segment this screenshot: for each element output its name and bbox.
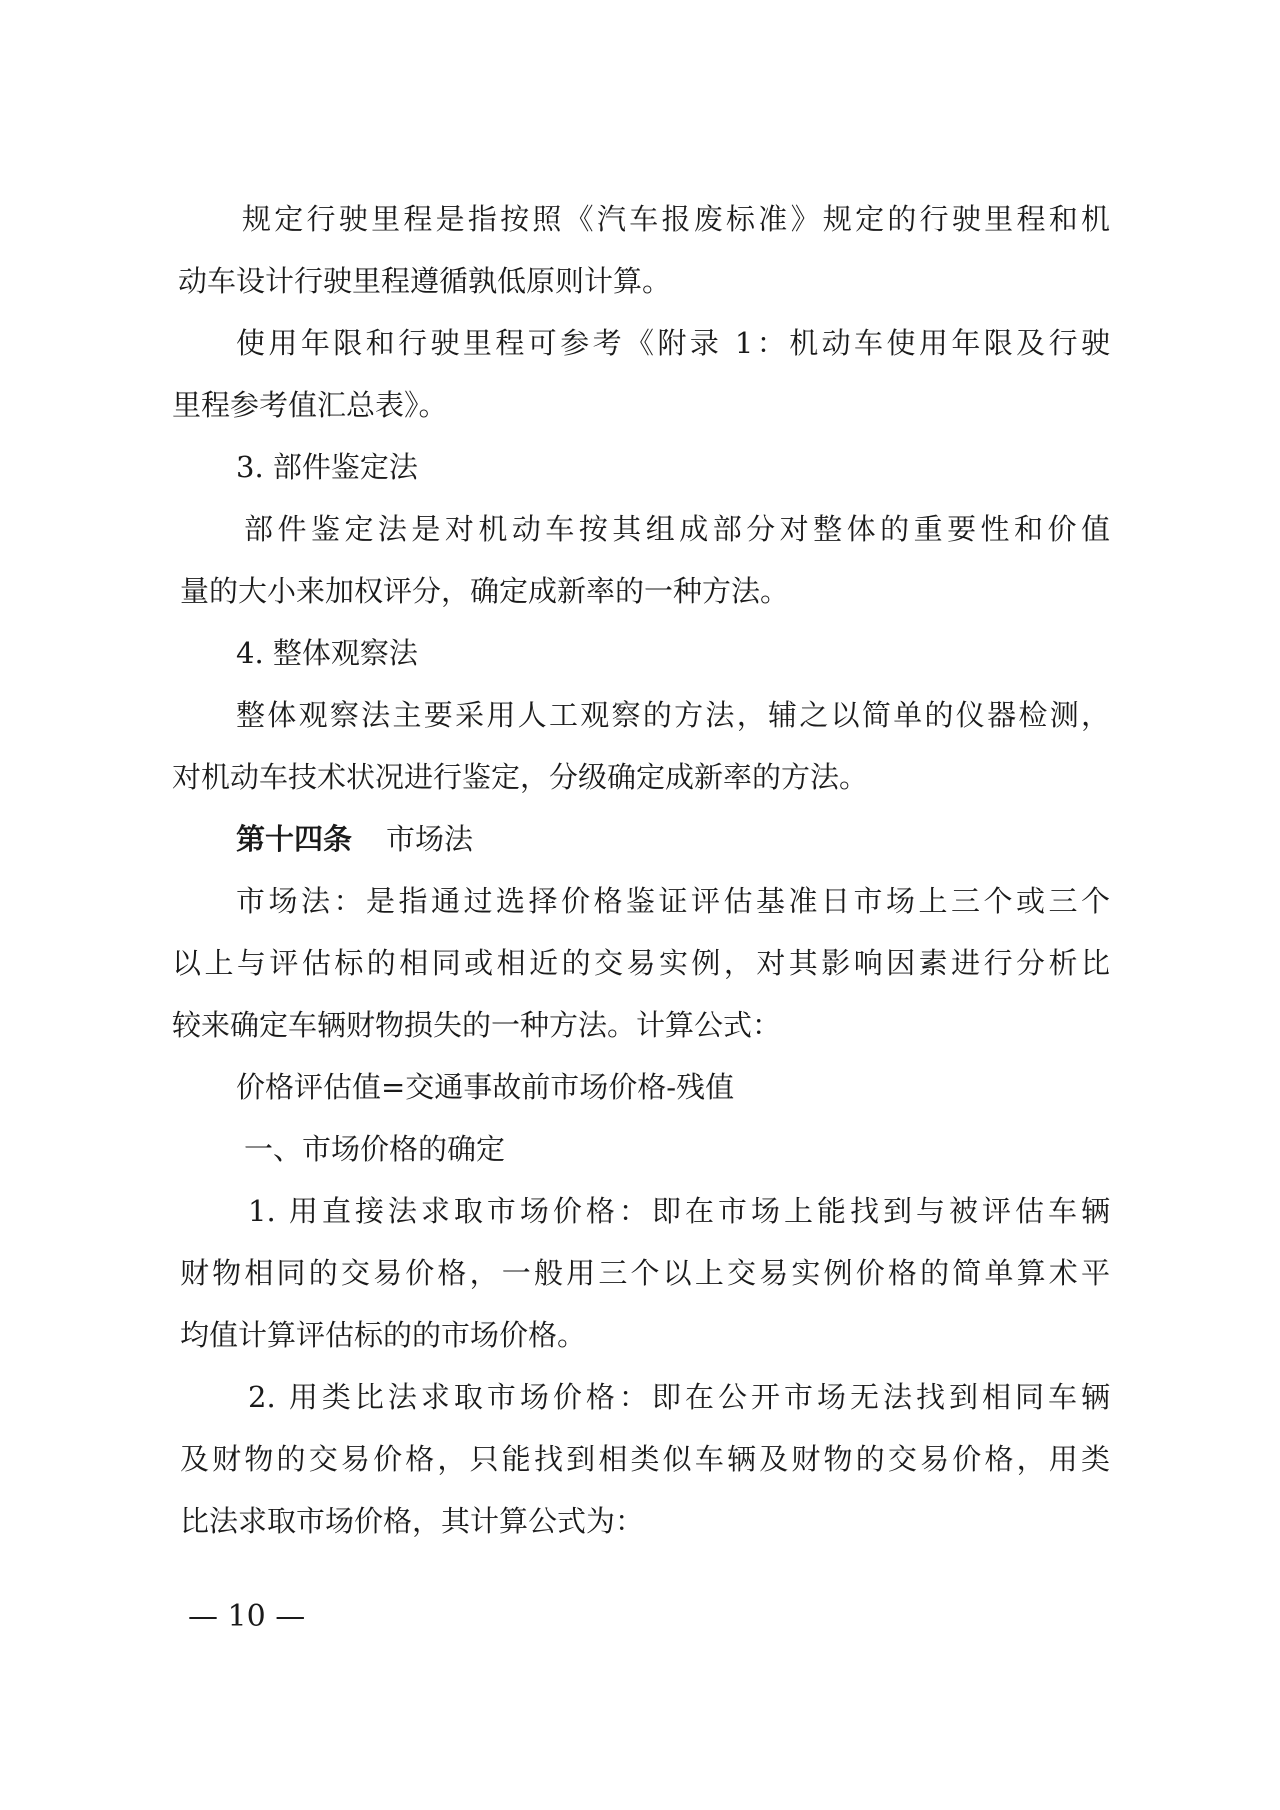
paragraph-line: 以上与评估标的相同或相近的交易实例，对其影响因素进行分析比 (172, 946, 1110, 980)
paragraph-line: 部件鉴定法是对机动车按其组成部分对整体的重要性和价值 (244, 512, 1110, 546)
section-heading: 4. 整体观察法 (236, 636, 418, 670)
paragraph-line: 财物相同的交易价格，一般用三个以上交易实例价格的简单算术平 (180, 1256, 1110, 1290)
paragraph-line: 里程参考值汇总表》。 (172, 388, 448, 422)
paragraph-line: 市场法：是指通过选择价格鉴证评估基准日市场上三个或三个 (236, 884, 1110, 918)
paragraph-line: 规定行驶里程是指按照《汽车报废标准》规定的行驶里程和机 (242, 202, 1110, 236)
paragraph-line: 比法求取市场价格，其计算公式为： (180, 1504, 645, 1538)
paragraph-line: 对机动车技术状况进行鉴定，分级确定成新率的方法。 (172, 760, 869, 794)
formula-line: 价格评估值=交通事故前市场价格-残值 (236, 1070, 735, 1104)
paragraph-line: 使用年限和行驶里程可参考《附录 1：机动车使用年限及行驶 (236, 326, 1110, 360)
article-number: 第十四条 (236, 822, 353, 856)
article-title: 市场法 (386, 822, 474, 856)
paragraph-line: 2. 用类比法求取市场价格：即在公开市场无法找到相同车辆 (248, 1380, 1110, 1414)
paragraph-line: 较来确定车辆财物损失的一种方法。计算公式： (172, 1008, 782, 1042)
paragraph-line: 均值计算评估标的的市场价格。 (180, 1318, 587, 1352)
section-heading: 3. 部件鉴定法 (236, 450, 418, 484)
paragraph-line: 及财物的交易价格，只能找到相类似车辆及财物的交易价格，用类 (180, 1442, 1110, 1476)
page-number: — 10 — (188, 1599, 306, 1634)
paragraph-line: 动车设计行驶里程遵循孰低原则计算。 (178, 264, 672, 298)
paragraph-line: 量的大小来加权评分，确定成新率的一种方法。 (180, 574, 790, 608)
paragraph-line: 1. 用直接法求取市场价格：即在市场上能找到与被评估车辆 (248, 1194, 1110, 1228)
paragraph-line: 整体观察法主要采用人工观察的方法，辅之以简单的仪器检测， (236, 698, 1110, 732)
article-heading (236, 808, 1176, 870)
section-heading: 一、市场价格的确定 (244, 1132, 506, 1166)
